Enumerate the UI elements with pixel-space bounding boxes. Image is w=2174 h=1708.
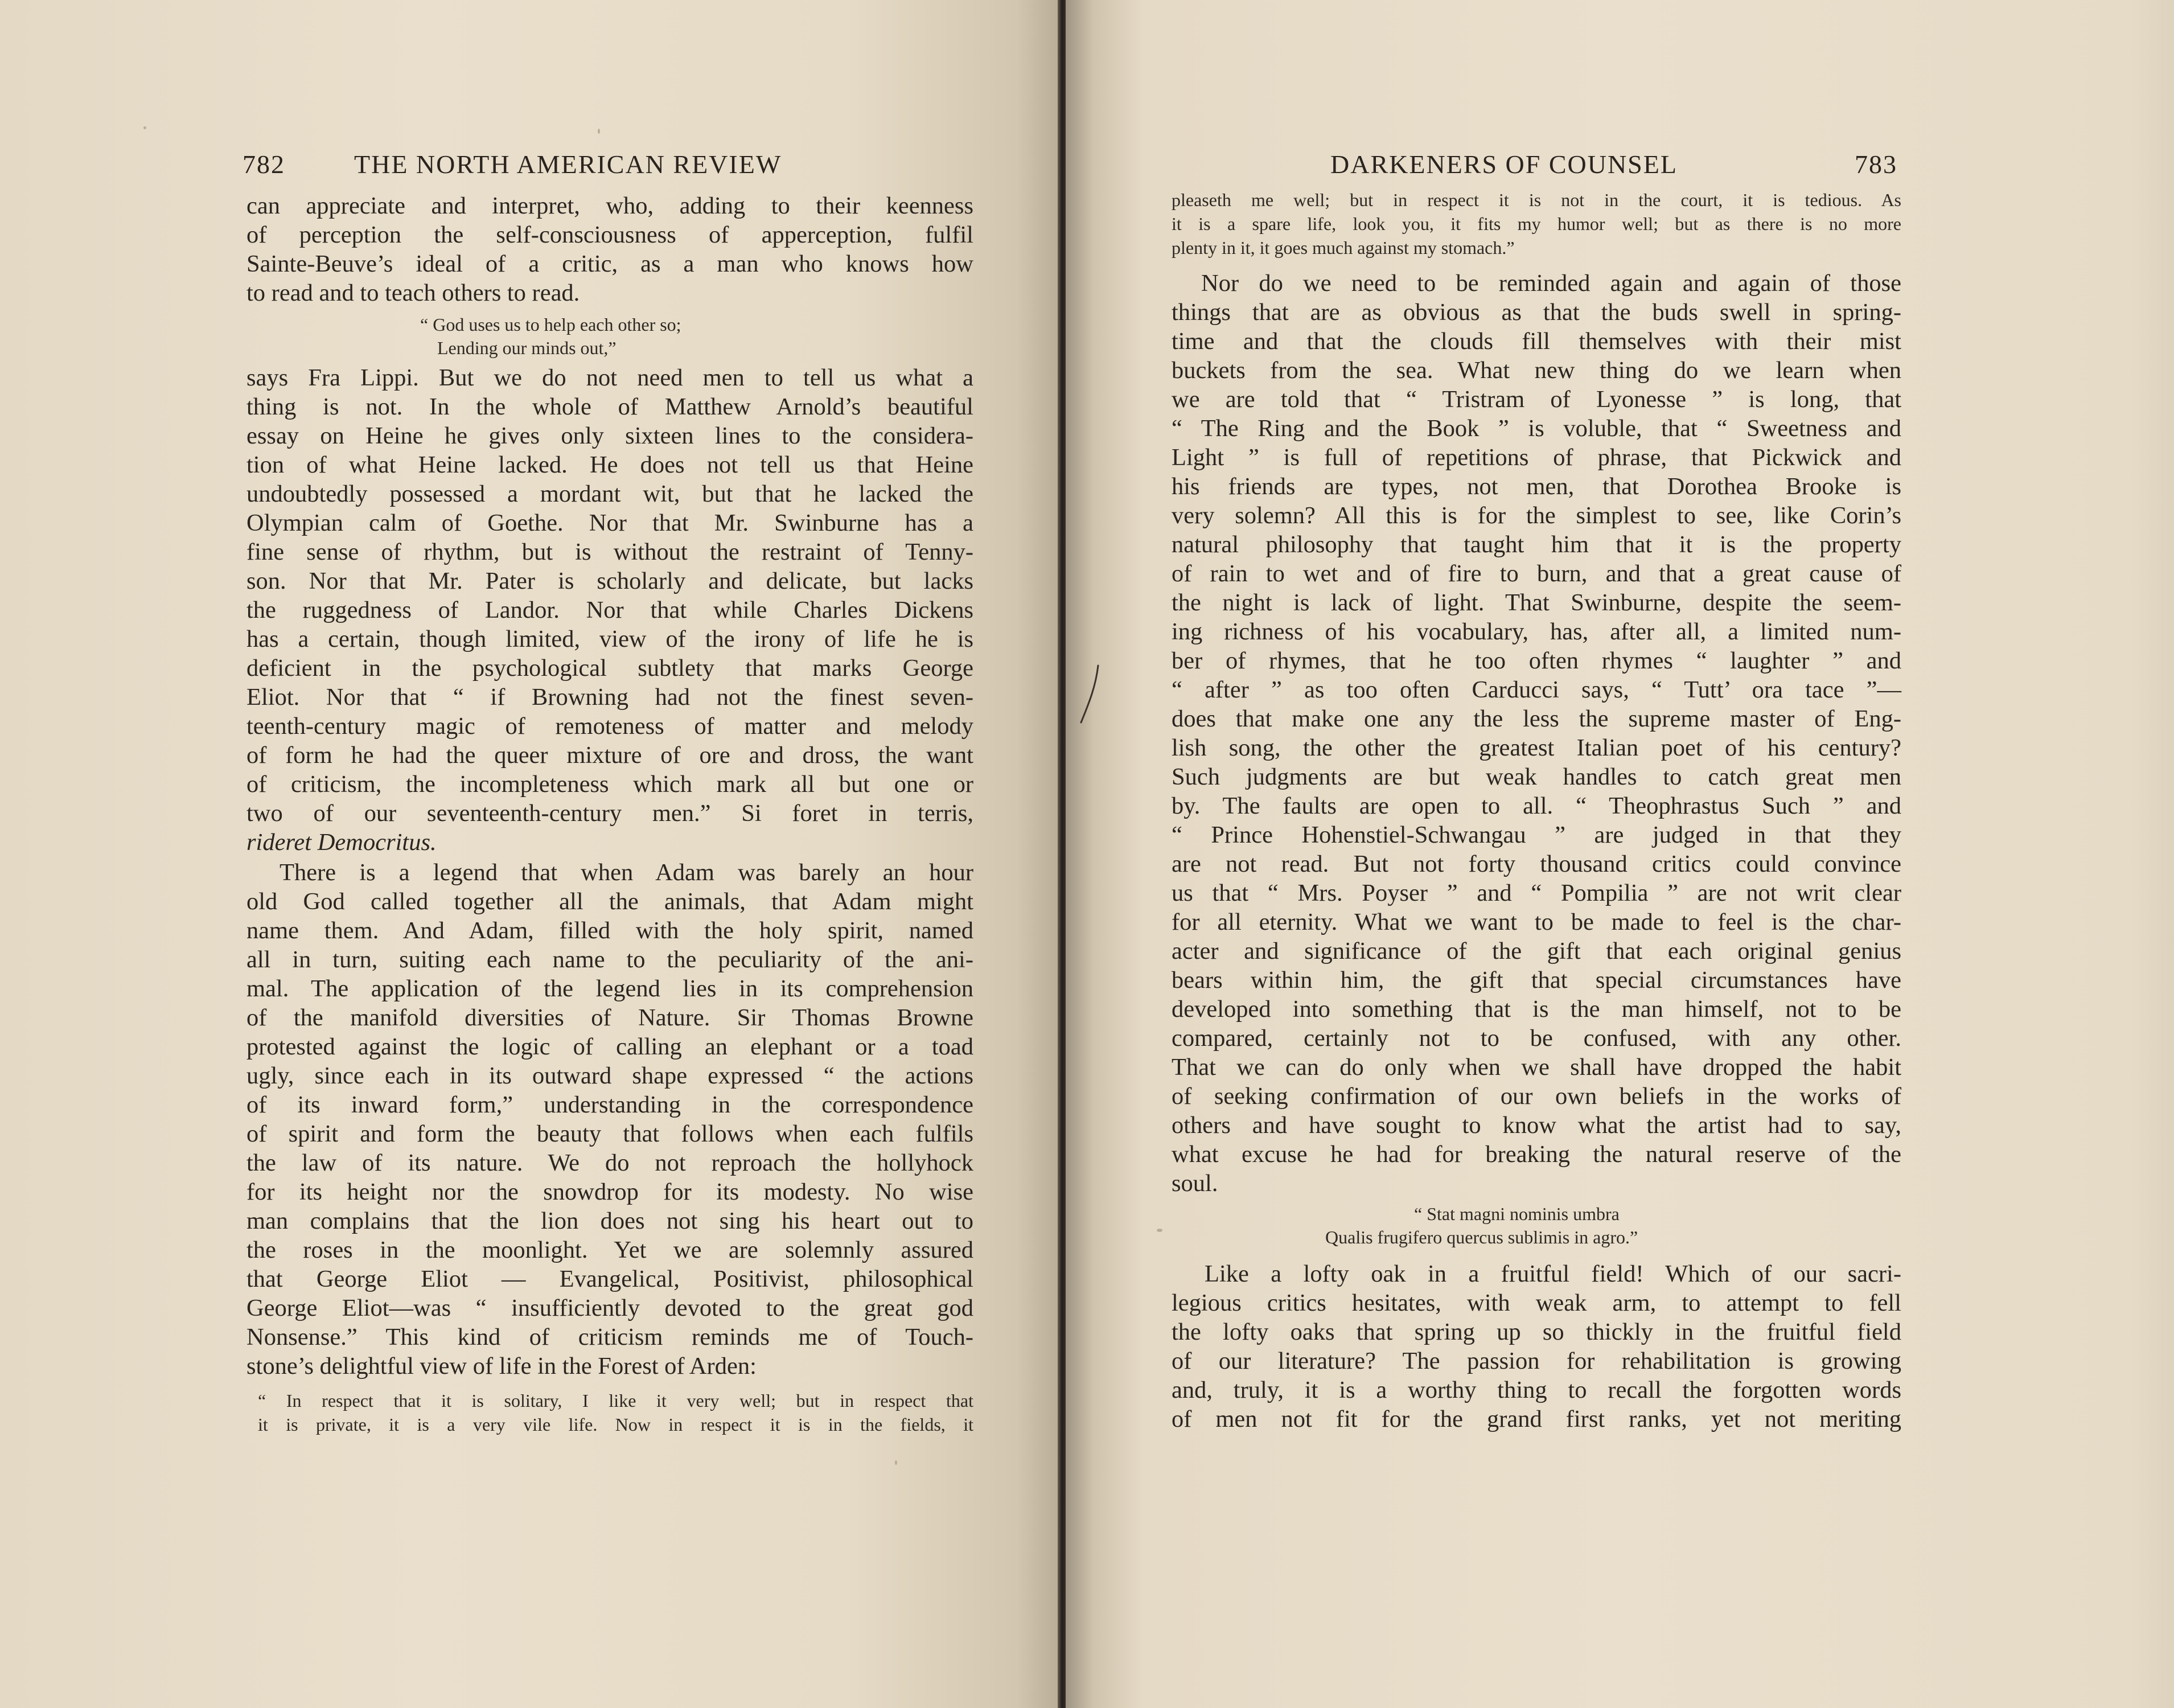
text-line: ing richness of his vocabulary, has, after all, a limited num-	[1172, 618, 1901, 645]
text-line: old God called together all the animals, that Adam might	[246, 888, 973, 915]
paper-speck	[1157, 1229, 1162, 1232]
text-line: are not read. But not forty thousand critics could convince	[1172, 851, 1901, 877]
left-verse-quote	[420, 313, 973, 360]
quote-line: plenty in it, it goes much against my stomach.”	[1172, 237, 1515, 258]
text-line: tion of what Heine lacked. He does not tell us that Heine	[246, 451, 973, 478]
verse-line: “ Stat magni nominis umbra	[1414, 1204, 1620, 1224]
text-line: that George Eliot — Evangelical, Positivist, philosophical	[246, 1266, 973, 1292]
text-line: There is a legend that when Adam was barely an hour	[280, 859, 973, 886]
text-line: thing is not. In the whole of Matthew Arnold’s beautiful	[246, 393, 973, 420]
text-line: what excuse he had for breaking the natural reserve of the	[1172, 1141, 1901, 1168]
text-line: we are told that “ Tristram of Lyonesse ” is long, that	[1172, 386, 1901, 413]
text-line: Such judgments are but weak handles to catch great men	[1172, 763, 1901, 790]
text-line: for all eternity. What we want to be made to feel is the char-	[1172, 909, 1901, 935]
left-page	[0, 0, 1059, 1708]
left-paragraph-1	[246, 191, 973, 307]
text-line: and, truly, it is a worthy thing to recall the forgotten words	[1172, 1377, 1901, 1403]
text-line: Olympian calm of Goethe. Nor that Mr. Swinburne has a	[246, 510, 973, 536]
text-line: has a certain, though limited, view of the irony of life he is	[246, 626, 973, 652]
paper-speck	[143, 126, 146, 129]
text-line: others and have sought to know what the artist had to say,	[1172, 1112, 1901, 1139]
text-line: fine sense of rhythm, but is without the restraint of Tenny-	[246, 539, 973, 565]
right-page-number: 783	[1855, 150, 1897, 179]
text-line: two of our seventeenth-century men.” Si foret in terris,	[246, 800, 973, 827]
right-body	[1172, 188, 1901, 1434]
text-line: ugly, since each in its outward shape expressed “ the actions	[246, 1062, 973, 1089]
quote-line: “ In respect that it is solitary, I like it very well; but in respect that	[258, 1390, 973, 1411]
text-line: compared, certainly not to be confused, with any other.	[1172, 1025, 1901, 1052]
text-line: name them. And Adam, filled with the holy spirit, named	[246, 917, 973, 944]
text-line: Nonsense.” This kind of criticism reminds me of Touch-	[246, 1324, 973, 1350]
left-body	[246, 191, 973, 1436]
text-line: of spirit and form the beauty that follows when each fulfils	[246, 1120, 973, 1147]
text-line: very solemn? All this is for the simplest to see, like Corin’s	[1172, 502, 1901, 529]
right-running-head: DARKENERS OF COUNSEL	[1330, 150, 1678, 179]
text-line: stone’s delightful view of life in the Forest of Arden:	[246, 1353, 757, 1379]
text-line: the night is lack of light. That Swinburne, despite the seem-	[1172, 589, 1901, 616]
text-line: us that “ Mrs. Poyser ” and “ Pompilia ” are not writ clear	[1172, 880, 1901, 906]
text-line: by. The faults are open to all. “ Theophrastus Such ” and	[1172, 793, 1901, 819]
text-line: buckets from the sea. What new thing do we learn when	[1172, 357, 1901, 384]
text-line: of perception the self-consciousness of apperception, fulfil	[246, 221, 973, 248]
left-paragraph-2	[246, 363, 973, 857]
text-line: of our literature? The passion for rehabilitation is growing	[1172, 1348, 1901, 1374]
text-line: for its height nor the snowdrop for its modesty. No wise	[246, 1179, 973, 1205]
text-line: can appreciate and interpret, who, adding to their keenness	[246, 192, 973, 219]
text-line: of rain to wet and of fire to burn, and that a great cause of	[1172, 560, 1901, 587]
text-line: protested against the logic of calling an elephant or a toad	[246, 1033, 973, 1060]
text-line: essay on Heine he gives only sixteen lines to the considera-	[246, 422, 973, 449]
text-line: things that are as obvious as that the buds swell in spring-	[1172, 299, 1901, 326]
text-line: acter and significance of the gift that each original genius	[1172, 938, 1901, 964]
text-line: “ Prince Hohenstiel-Schwangau ” are judged in that they	[1172, 822, 1901, 848]
paper-speck	[895, 1460, 897, 1465]
text-line: developed into something that is the man himself, not to be	[1172, 996, 1901, 1023]
left-paragraph-3	[246, 858, 973, 1381]
text-line: of its inward form,” understanding in the correspondence	[246, 1091, 973, 1118]
text-line: legious critics hesitates, with weak arm, to attempt to fell	[1172, 1290, 1901, 1316]
text-line: “ The Ring and the Book ” is voluble, that “ Sweetness and	[1172, 415, 1901, 442]
quote-line: it is a spare life, look you, it fits my humor well; but as there is no more	[1172, 214, 1901, 234]
text-line: of the manifold diversities of Nature. Sir Thomas Browne	[246, 1004, 973, 1031]
right-page	[1066, 0, 2174, 1708]
right-paragraph-1	[1172, 269, 1901, 1198]
text-line: the law of its nature. We do not reproach the hollyhock	[246, 1149, 973, 1176]
text-line: of men not fit for the grand first ranks, yet not meriting	[1172, 1406, 1901, 1432]
text-line: all in turn, suiting each name to the peculiarity of the ani-	[246, 946, 973, 973]
text-line: Like a lofty oak in a fruitful field! Which of our sacri-	[1205, 1261, 1901, 1287]
text-line: teenth-century magic of remoteness of matter and melody	[246, 713, 973, 740]
verse-line: Lending our minds out,”	[437, 338, 617, 358]
verse-line: Qualis frugifero quercus sublimis in agro.”	[1325, 1227, 1638, 1247]
text-line: soul.	[1172, 1170, 1218, 1197]
right-verse-quote	[1172, 1202, 1901, 1249]
text-line: son. Nor that Mr. Pater is scholarly and delicate, but lacks	[246, 568, 973, 594]
text-line: man complains that the lion does not sing his heart out to	[246, 1208, 973, 1234]
text-line: deficient in the psychological subtlety that marks George	[246, 655, 973, 681]
left-prose-quote	[246, 1389, 973, 1436]
text-line: bears within him, the gift that special circumstances have	[1172, 967, 1901, 993]
pencil-margin-mark	[1079, 663, 1102, 726]
text-line: the lofty oaks that spring up so thickly in the fruitful field	[1172, 1319, 1901, 1345]
text-line: natural philosophy that taught him that it is the property	[1172, 531, 1901, 558]
text-line: Sainte-Beuve’s ideal of a critic, as a man who knows how	[246, 251, 973, 277]
quote-line: pleaseth me well; but in respect it is not in the court, it is tedious. As	[1172, 190, 1901, 210]
text-line: of seeking confirmation of our own beliefs in the works of	[1172, 1083, 1901, 1110]
right-paragraph-2	[1172, 1259, 1901, 1434]
text-line: the ruggedness of Landor. Nor that while Charles Dickens	[246, 597, 973, 623]
text-line: time and that the clouds fill themselves with their mist	[1172, 328, 1901, 355]
right-prose-quote	[1172, 188, 1901, 260]
text-line: “ after ” as too often Carducci says, “ Tutt’ ora tace ”—	[1172, 676, 1901, 703]
left-page-number: 782	[243, 150, 285, 179]
text-line: Light ” is full of repetitions of phrase, that Pickwick and	[1172, 444, 1901, 471]
text-line: says Fra Lippi. But we do not need men to tell us what a	[246, 364, 973, 391]
quote-line: it is private, it is a very vile life. Now in respect it is in the fields, it	[258, 1414, 973, 1435]
text-line: the roses in the moonlight. Yet we are solemnly assured	[246, 1237, 973, 1263]
text-line: lish song, the other the greatest Italian poet of his century?	[1172, 734, 1901, 761]
text-line: That we can do only when we shall have dropped the habit	[1172, 1054, 1901, 1081]
text-line: mal. The application of the legend lies in its comprehension	[246, 975, 973, 1002]
text-line: does that make one any the less the supreme master of Eng-	[1172, 705, 1901, 732]
text-line: George Eliot—was “ insufficiently devoted to the great god	[246, 1295, 973, 1321]
left-running-head: THE NORTH AMERICAN REVIEW	[354, 150, 782, 179]
text-line: to read and to teach others to read.	[246, 280, 580, 306]
text-line: undoubtedly possessed a mordant wit, but that he lacked the	[246, 481, 973, 507]
verse-line: “ God uses us to help each other so;	[420, 314, 681, 335]
text-line: Nor do we need to be reminded again and again of those	[1201, 270, 1901, 297]
text-line: of form he had the queer mixture of ore and dross, the want	[246, 742, 973, 769]
text-line: rideret Democritus.	[246, 829, 437, 856]
text-line: his friends are types, not men, that Dorothea Brooke is	[1172, 473, 1901, 500]
text-line: ber of rhymes, that he too often rhymes “ laughter ” and	[1172, 647, 1901, 674]
text-line: of criticism, the incompleteness which mark all but one or	[246, 771, 973, 798]
paper-speck	[598, 129, 600, 134]
text-line: Eliot. Nor that “ if Browning had not the finest seven-	[246, 684, 973, 711]
